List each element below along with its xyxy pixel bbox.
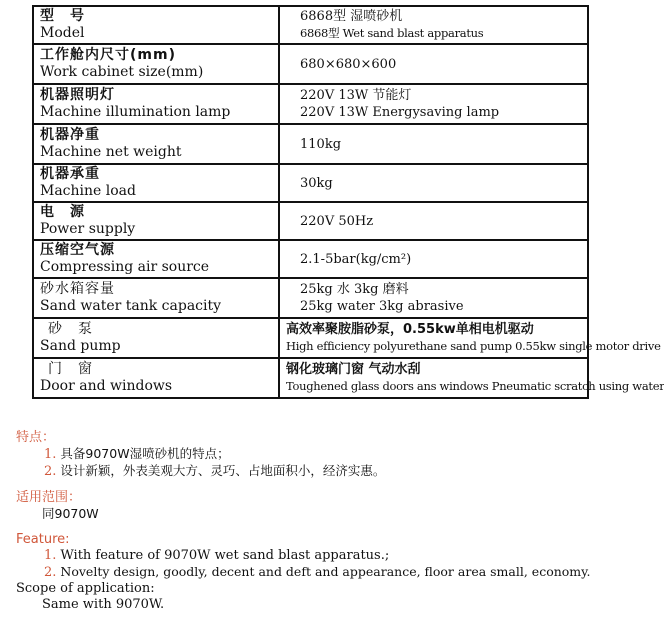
label-en: Door and windows (40, 378, 173, 394)
spec-value-cell (279, 44, 588, 84)
spec-value-cell (279, 84, 588, 124)
item-text: Novelty design, goodly, decent and deft and appearance, floor area small, economy. (60, 564, 591, 579)
value-line: 钢化玻璃门窗 气动水刮 (286, 362, 421, 377)
feature-zh-item (16, 446, 596, 463)
label-en: Model (40, 25, 85, 41)
feature-en-item (16, 564, 596, 581)
spec-row-model (33, 6, 588, 44)
spec-label-cell (33, 318, 279, 358)
spec-row-air-source (33, 240, 588, 278)
label-en: Sand water tank capacity (40, 298, 222, 314)
value-line: 2.1-5bar(kg/cm²) (300, 251, 412, 267)
scope-zh-text: 同9070W (42, 506, 99, 521)
label-zh: 砂水箱容量 (40, 281, 115, 297)
spec-value-cell (279, 124, 588, 164)
value-line: 25kg 水 3kg 磨料 (300, 282, 409, 297)
spec-value-cell (279, 164, 588, 202)
spec-table (32, 5, 664, 399)
label-zh: 门 窗 (48, 361, 93, 377)
feature-en-item (16, 548, 596, 564)
spec-row-sand-pump (33, 318, 588, 358)
value-line: 高效率聚胺脂砂泵，0.55kw单相电机驱动 (286, 322, 534, 337)
spec-value-cell (279, 240, 588, 278)
value-line: 220V 50Hz (300, 213, 374, 229)
scope-en-heading: Scope of application: (16, 581, 155, 596)
item-text: With feature of 9070W wet sand blast apparatus.; (60, 548, 390, 563)
value-line: 220V 13W 节能灯 (300, 88, 412, 103)
spec-label-cell (33, 6, 279, 44)
item-number: 2. (44, 464, 57, 479)
label-zh: 砂 泵 (48, 321, 93, 337)
value-line: Toughened glass doors ans windows Pneumatic scratch using water (286, 379, 664, 393)
spec-value-cell (279, 278, 588, 318)
scope-zh-heading: 适用范围： (16, 490, 82, 505)
label-en: Work cabinet size(mm) (40, 64, 204, 80)
spec-label-cell (33, 84, 279, 124)
label-en: Sand pump (40, 338, 121, 354)
spec-row-cabinet-size (33, 44, 588, 84)
features-en-heading: Feature: (16, 532, 70, 547)
feature-zh-item (16, 463, 596, 480)
spec-label-cell (33, 358, 279, 398)
spec-row-load (33, 164, 588, 202)
value-line: 110kg (300, 136, 342, 152)
item-text: 设计新颖，外表美观大方、灵巧、占地面积小，经济实惠。 (60, 463, 386, 478)
value-line: 30kg (300, 175, 333, 191)
scope-en-text: Same with 9070W. (42, 597, 165, 612)
spec-label-cell (33, 240, 279, 278)
spec-row-net-weight (33, 124, 588, 164)
spec-row-power (33, 202, 588, 240)
features-zh-heading: 特点： (16, 430, 56, 445)
label-en: Machine illumination lamp (40, 104, 231, 120)
item-number: 1. (44, 447, 57, 462)
spec-label-cell (33, 202, 279, 240)
spec-label-cell (33, 278, 279, 318)
item-number: 2. (44, 565, 57, 580)
value-line: 25kg water 3kg abrasive (300, 299, 464, 314)
spec-row-tank-capacity (33, 278, 588, 318)
value-line: 680×680×600 (300, 56, 397, 72)
spec-label-cell (33, 164, 279, 202)
label-zh: 型 号 (40, 8, 85, 24)
label-en: Machine net weight (40, 144, 182, 160)
label-en: Machine load (40, 183, 136, 199)
value-line: High efficiency polyurethane sand pump 0.55kw single motor drive (286, 339, 661, 353)
value-line: 6868型 Wet sand blast apparatus (300, 26, 484, 40)
item-number: 1. (44, 548, 57, 563)
label-zh: 电 源 (40, 204, 85, 220)
label-en: Compressing air source (40, 259, 210, 275)
label-zh: 机器照明灯 (40, 87, 115, 103)
label-en: Power supply (40, 221, 136, 237)
spec-value-cell (279, 6, 588, 44)
label-zh: 压缩空气源 (40, 242, 115, 258)
spec-value-cell (279, 358, 664, 398)
item-text: 具备9070W湿喷砂机的特点； (60, 446, 230, 461)
spec-value-cell (279, 202, 588, 240)
label-zh: 机器净重 (40, 127, 100, 143)
spec-value-cell (279, 318, 661, 358)
value-line: 220V 13W Energysaving lamp (300, 105, 500, 120)
notes-section (16, 430, 596, 613)
value-line: 6868型 湿喷砂机 (300, 9, 403, 24)
spec-label-cell (33, 44, 279, 84)
label-zh: 机器承重 (40, 166, 100, 182)
spec-row-lamp (33, 84, 588, 124)
spec-row-door-windows (33, 358, 588, 398)
label-zh: 工作舱内尺寸(mm) (40, 47, 176, 63)
spec-label-cell (33, 124, 279, 164)
